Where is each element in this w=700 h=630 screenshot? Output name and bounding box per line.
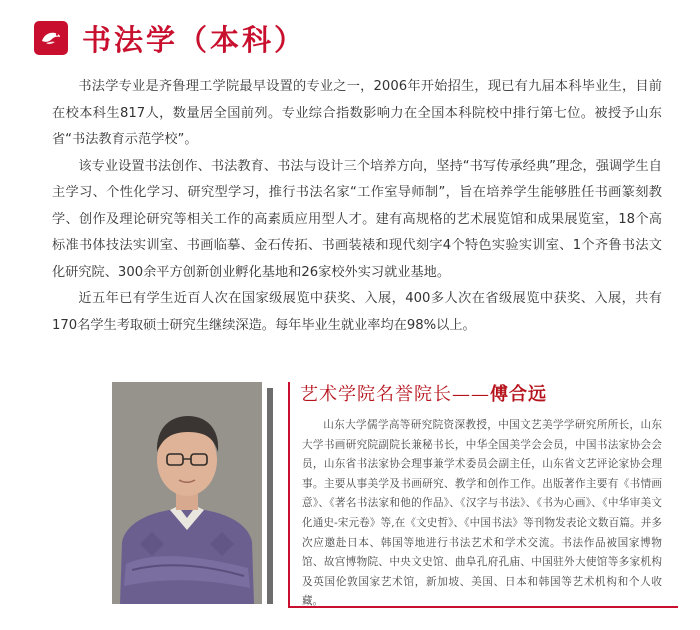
intro-paragraph-1: 书法学专业是齐鲁理工学院最早设置的专业之一，2006年开始招生，现已有九届本科毕业生，目前在校本科生817人，数量居全国前列。专业综合指数影响力在全国本科院校中排行第七位。被授予山东省“书法教育示范学校”。 (52, 79, 662, 147)
profile-title (300, 380, 547, 406)
accent-vertical-line (288, 382, 290, 606)
profile-bio-paragraph: 山东大学儒学高等研究院资深教授，中国文艺美学学研究所所长，山东大学书画研究院副院长兼秘书长，中华全国美学会会员，中国书法家协会会员，山东省书法家协会理事兼学术委员会副主任，山东省文艺评论家协会理事。主要从事美学及书画研究、教学和创作工作。出版著作主要有《书情画意》、《著名书法家和他的作品》、《汉字与书法》、《书为心画》、《中华审美文化通史-宋元卷》等,在《文史哲》、《中国书法》等刊物发表论文数百篇。并多次应邀赴日本、韩国等地进行书法艺术和学术交流。书法作品被国家博物馆、故宫博物院、中央文史馆、曲阜孔府孔庙、中国驻外大使馆等多家机构及英国伦敦国家艺术馆，新加坡、美国、日本和韩国等艺术机构和个人收藏。 (302, 419, 662, 608)
dean-profile (112, 382, 672, 612)
profile-title-prefix: 艺术学院名誉院长—— (300, 384, 490, 405)
page-title: 书法学（本科） (82, 22, 307, 57)
section-header (34, 18, 306, 58)
profile-name: 傅合远 (490, 384, 547, 405)
profile-bio (302, 416, 662, 612)
intro-text (52, 74, 662, 339)
section-badge (34, 21, 68, 55)
intro-paragraph-2: 该专业设置书法创作、书法教育、书法与设计三个培养方向，坚持“书写传承经典”理念，强调学生自主学习、个性化学习、研究型学习，推行书法名家“工作室导师制”，旨在培养学生能够胜任书画篆刻教学、创作及理论研究等相关工作的高素质应用型人才。建有高规格的艺术展览馆和成果展览室，18个高标准书体技法实训室、书画临摹、金石传拓、书画装裱和现代刻字4个特色实验实训室、1个齐鲁书法文化研究院、300余平方创新创业孵化基地和26家校外实习就业基地。 (52, 158, 662, 280)
portrait-illustration (112, 382, 262, 604)
portrait-photo (112, 382, 262, 604)
intro-paragraph-3: 近五年已有学生近百人次在国家级展览中获奖、入展，400多人次在省级展览中获奖、入展，共有170名学生考取硕士研究生继续深造。每年毕业生就业率均在98%以上。 (52, 291, 662, 333)
ink-brush-icon (40, 29, 62, 47)
photo-shadow (267, 388, 273, 604)
